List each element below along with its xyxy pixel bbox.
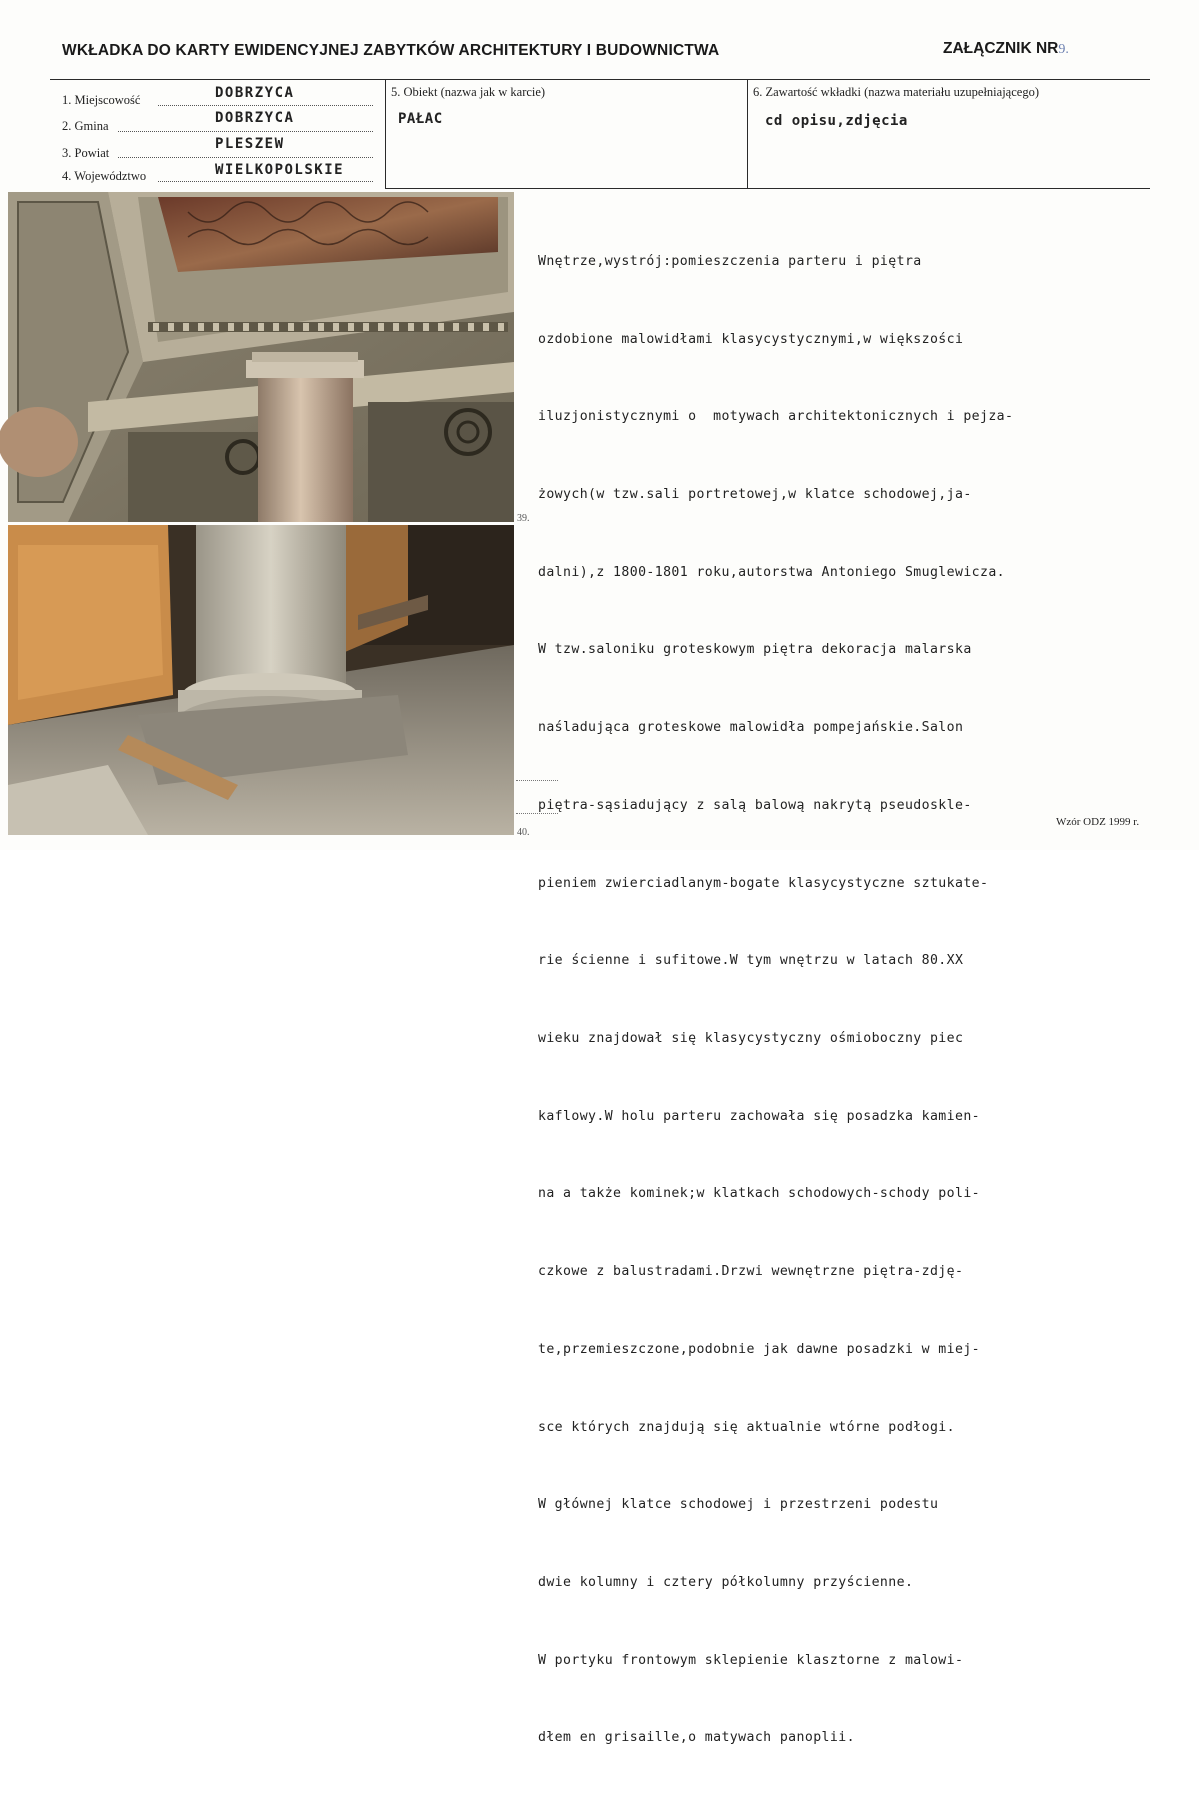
annex-label-text: ZAŁĄCZNIK NR [943,40,1059,57]
photo-ceiling-column [8,192,514,522]
annex-label [943,40,1069,58]
annex-number: 9. [1058,42,1069,57]
description-line: czkowe z balustradami.Drzwi wewnętrzne piętra-zdję- [538,1264,964,1280]
column-divider-1 [385,79,386,189]
description-line: na a także kominek;w klatkach schodowych-schody poli- [538,1186,980,1202]
locality-value: DOBRZYCA [215,85,295,101]
description-line: wieku znajdował się klasycystyczny ośmioboczny piec [538,1031,964,1046]
footer-dotted-line-2 [516,812,558,814]
contents-value: cd opisu,zdjęcia [765,113,908,129]
header-bottom-rule [385,188,1150,189]
column-divider-2 [747,79,748,189]
object-value: PAŁAC [398,111,443,127]
description-line: naśladująca groteskowe malowidła pompejańskie.Salon [538,720,964,736]
description-line: ozdobione malowidłami klasycystycznymi,w większości [538,331,964,347]
description-text [538,197,1138,1803]
voivodeship-value: WIELKOPOLSKIE [215,162,345,178]
description-line: rie ścienne i sufitowe.W tym wnętrzu w latach 80.XX [538,953,964,969]
description-line: pieniem zwierciadlanym-bogate klasycystyczne sztukate- [538,875,989,891]
photo-ceiling-column-image [8,192,514,522]
locality-label: 1. Miejscowość [62,93,141,107]
description-line: dwie kolumny i cztery półkolumny przyścienne. [538,1575,914,1591]
footer-dotted-line-1 [516,779,558,781]
photo-number-39: 39. [517,513,530,524]
description-line: żowych(w tzw.sali portretowej,w klatce schodowej,ja- [538,486,972,502]
commune-label: 2. Gmina [62,119,109,133]
commune-value: DOBRZYCA [215,110,295,126]
county-value: PLESZEW [215,136,285,152]
description-line: sce których znajdują się aktualnie wtórne podłogi. [538,1419,955,1435]
form-title: WKŁADKA DO KARTY EWIDENCYJNEJ ZABYTKÓW ARCHITEKTURY I BUDOWNICTWA [62,42,720,59]
description-line: W głównej klatce schodowej i przestrzeni podestu [538,1497,939,1513]
description-line: piętra-sąsiadujący z salą balową nakrytą pseudoskle- [538,797,972,813]
voivodeship-dotted-line [158,180,373,182]
photo-column-base-image [8,525,514,835]
description-line: dalni),z 1800-1801 roku,autorstwa Antoniego Smuglewicza. [538,564,1006,580]
form-reference: Wzór ODZ 1999 r. [1056,816,1140,828]
description-line: Wnętrze,wystrój:pomieszczenia parteru i piętra [538,253,922,269]
object-label: 5. Obiekt (nazwa jak w karcie) [391,85,546,99]
contents-label: 6. Zawartość wkładki (nazwa materiału uzupełniającego) [753,85,1039,99]
header-top-rule [50,79,1150,80]
photo-number-40: 40. [517,827,530,838]
description-line: W portyku frontowym sklepienie klasztorne z malowi- [538,1652,964,1668]
voivodeship-label: 4. Województwo [62,169,147,183]
description-line: W tzw.saloniku groteskowym piętra dekoracja malarska [538,642,972,658]
commune-dotted-line [118,130,373,132]
county-label: 3. Powiat [62,146,110,160]
description-line: iluzjonistycznymi o motywach architektonicznych i pejza- [538,409,1014,425]
locality-dotted-line [158,104,373,106]
description-line: te,przemieszczone,podobnie jak dawne posadzki w miej- [538,1341,980,1357]
photo-column-base [8,525,514,835]
description-line: kaflowy.W holu parteru zachowała się posadzka kamien- [538,1108,980,1124]
county-dotted-line [118,156,373,158]
description-line: dłem en grisaille,o matywach panoplii. [538,1730,855,1746]
